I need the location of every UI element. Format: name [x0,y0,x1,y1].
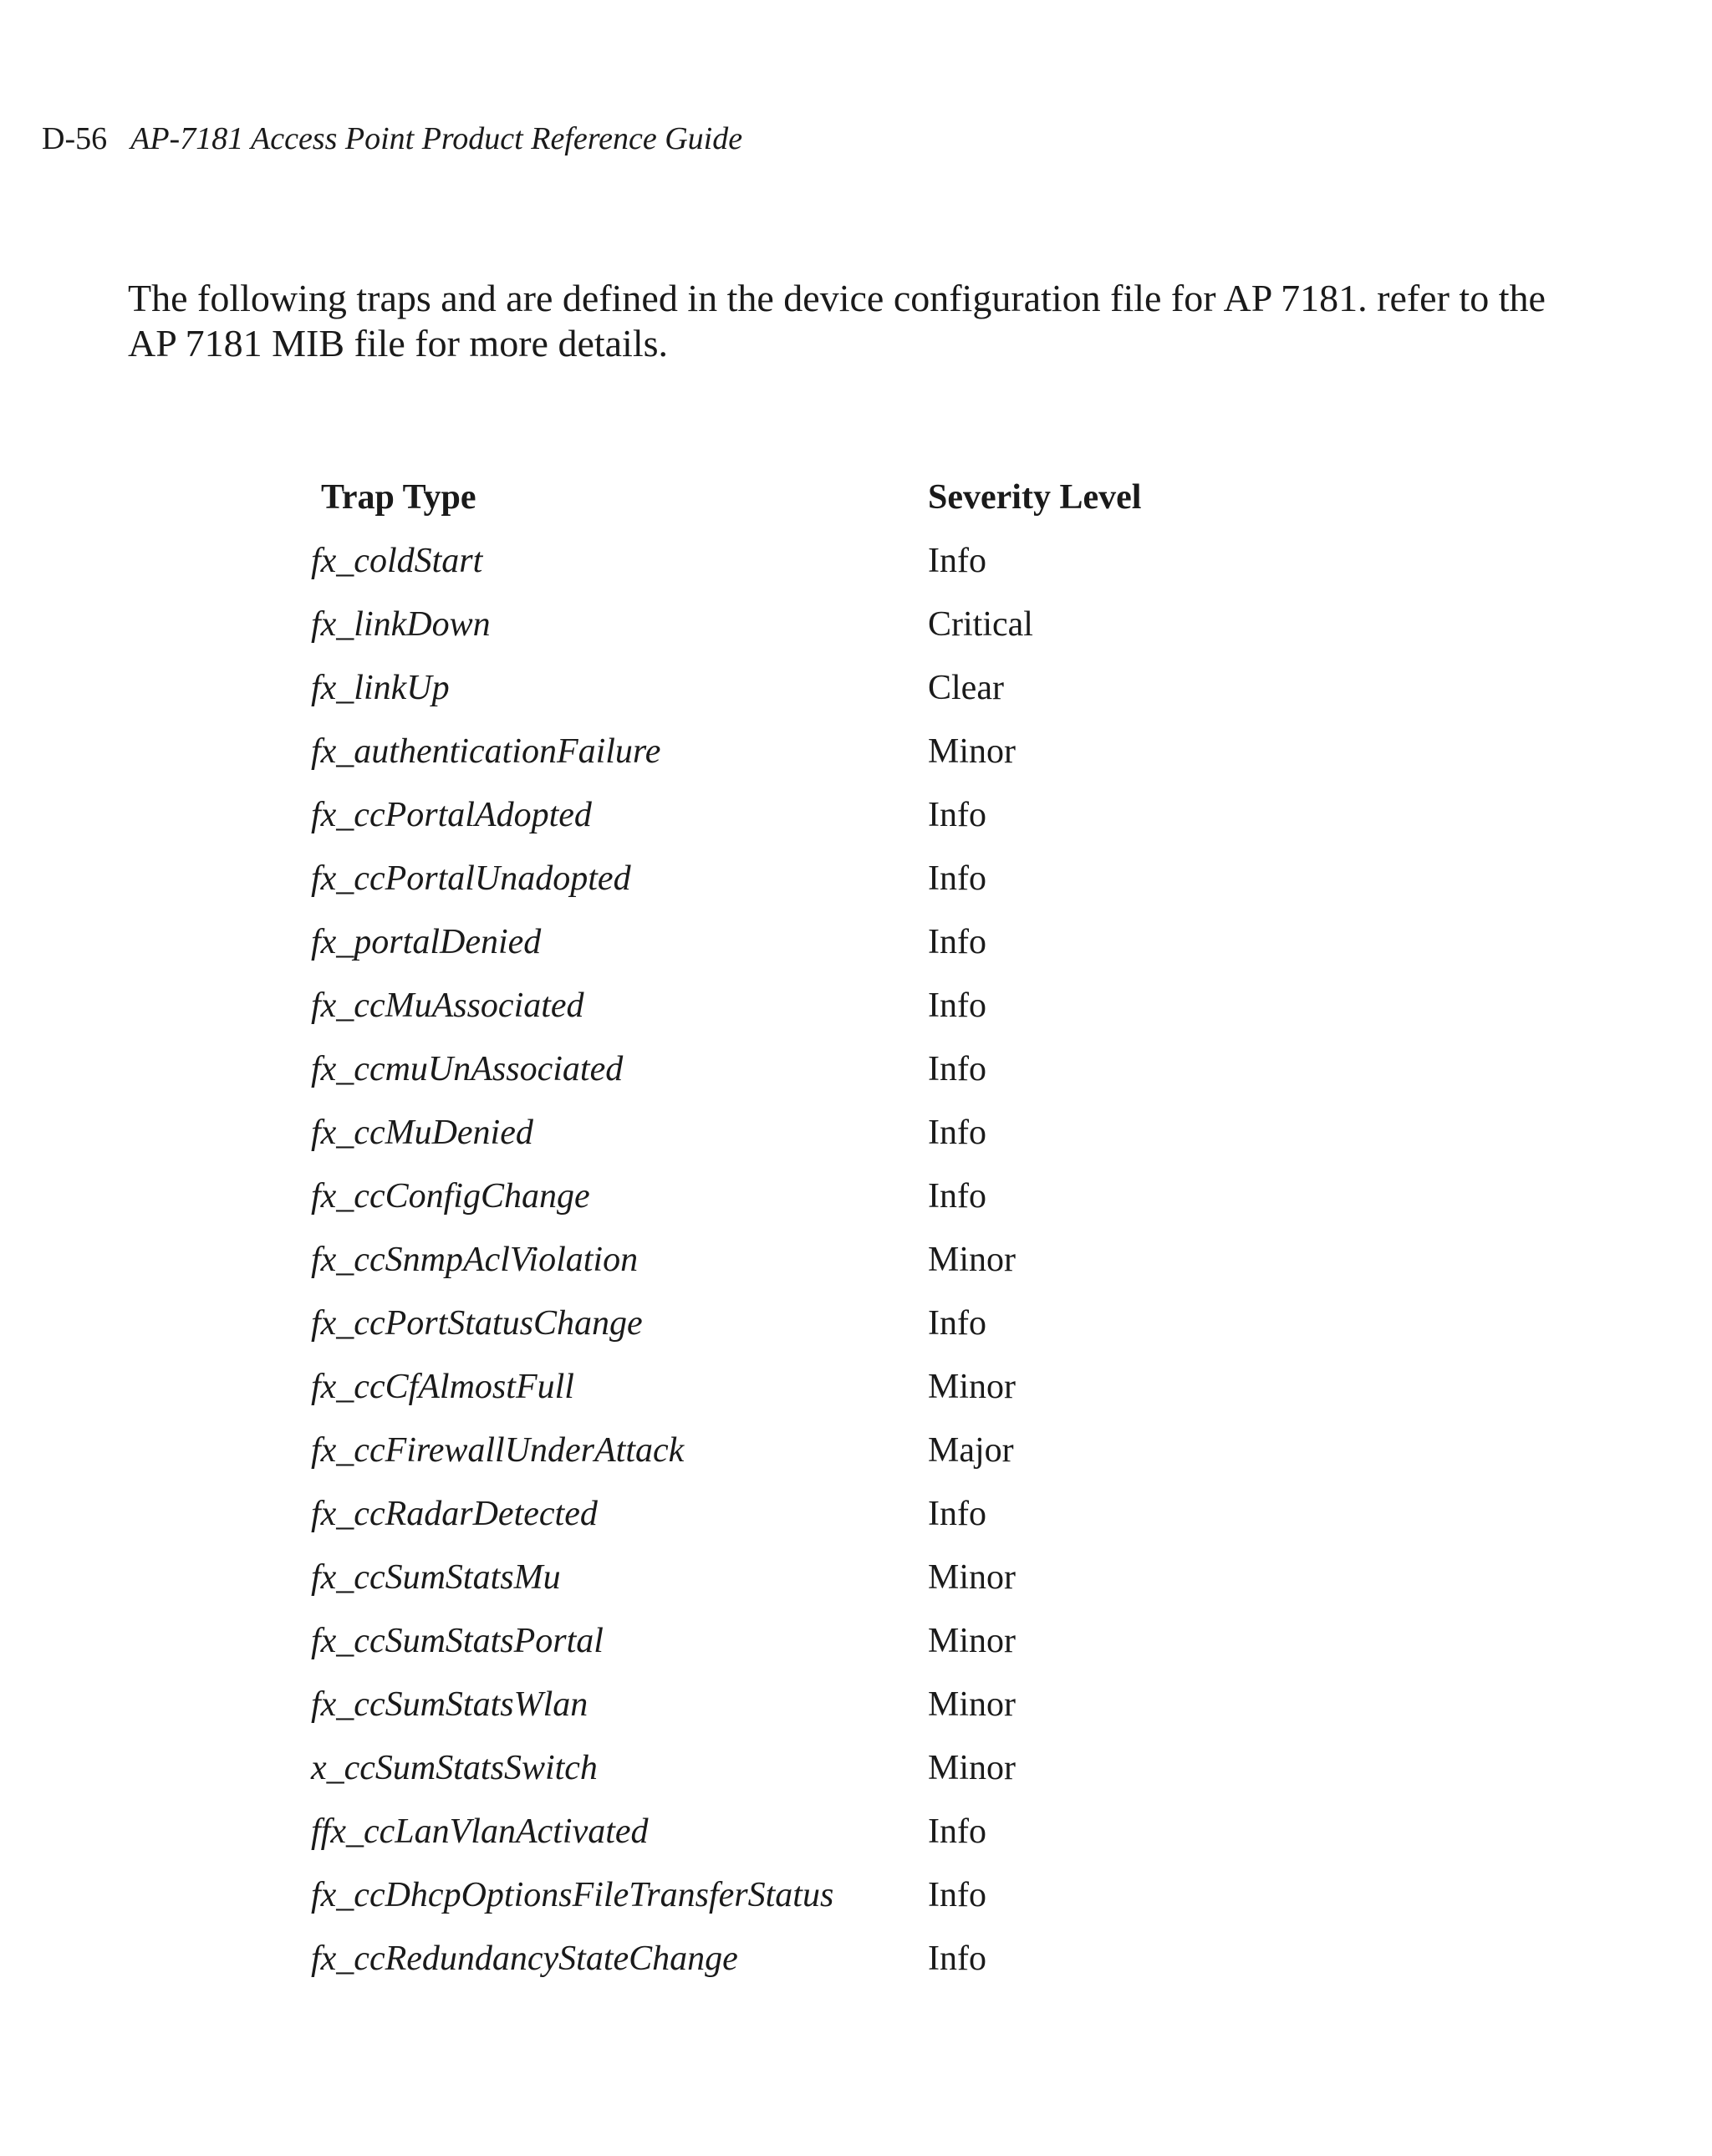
severity-level-cell: Info [928,796,986,834]
table-row [311,1037,1141,1101]
trap-type-cell: fx_ccPortalUnadopted [311,859,631,898]
page-number: D-56 [42,121,108,156]
table-row [311,910,1141,974]
severity-level-cell: Minor [928,732,1016,771]
table-row [311,1609,1141,1673]
trap-type-cell: fx_linkDown [311,605,491,644]
table-row [311,847,1141,910]
table-row [311,1228,1141,1292]
severity-level-cell: Minor [928,1685,1016,1724]
severity-level-cell: Info [928,542,986,580]
severity-level-cell: Info [928,859,986,898]
severity-level-cell: Minor [928,1241,1016,1279]
intro-paragraph: The following traps and are defined in the device configuration file for AP 7181. refer to the AP 7181 MIB file for more details. [128,277,1546,364]
severity-level-cell: Minor [928,1368,1016,1406]
trap-type-cell: fx_linkUp [311,669,450,707]
severity-level-cell: Minor [928,1558,1016,1597]
table-row [311,974,1141,1037]
trap-type-cell: fx_ccConfigChange [311,1177,590,1216]
trap-severity-table [311,466,1141,1990]
severity-level-cell: Info [928,923,986,961]
severity-level-cell: Minor [928,1749,1016,1787]
severity-level-cell: Info [928,1876,986,1914]
trap-type-cell: fx_coldStart [311,542,483,580]
severity-level-cell: Critical [928,605,1033,644]
trap-type-cell: fx_ccRedundancyStateChange [311,1939,738,1978]
table-row [311,1355,1141,1419]
severity-level-cell: Clear [928,669,1004,707]
severity-level-cell: Info [928,1050,986,1088]
severity-level-cell: Info [928,1114,986,1152]
severity-level-cell: Info [928,986,986,1025]
severity-level-cell: Info [928,1939,986,1978]
guide-title: AP-7181 Access Point Product Reference Guide [130,121,743,156]
trap-type-cell: fx_ccMuAssociated [311,986,584,1025]
table-row [311,1419,1141,1482]
table-row [311,1292,1141,1355]
trap-type-cell: fx_ccRadarDetected [311,1495,598,1533]
trap-type-cell: fx_ccFirewallUnderAttack [311,1431,685,1470]
trap-type-cell: fx_ccCfAlmostFull [311,1368,574,1406]
table-row [311,720,1141,783]
trap-type-cell: fx_ccmuUnAssociated [311,1050,624,1088]
page-header [42,117,742,161]
trap-type-cell: fx_ccMuDenied [311,1114,533,1152]
table-row [311,529,1141,593]
table-row [311,783,1141,847]
severity-level-cell: Info [928,1177,986,1216]
trap-type-cell: fx_ccSumStatsWlan [311,1685,588,1724]
severity-level-cell: Major [928,1431,1014,1470]
trap-type-cell: fx_authenticationFailure [311,732,661,771]
table-header-row [311,466,1141,529]
table-row [311,1927,1141,1990]
table-row [311,1863,1141,1927]
table-row [311,593,1141,656]
severity-level-cell: Minor [928,1622,1016,1660]
trap-type-cell: fx_ccDhcpOptionsFileTransferStatus [311,1876,834,1914]
table-row [311,1482,1141,1546]
severity-level-cell: Info [928,1495,986,1533]
column-header-severity-level: Severity Level [928,478,1142,517]
table-row [311,1736,1141,1800]
table-row [311,1546,1141,1609]
column-header-trap-type: Trap Type [321,478,476,517]
table-row [311,1165,1141,1228]
table-row [311,1800,1141,1863]
trap-type-cell: fx_ccPortalAdopted [311,796,592,834]
table-row [311,656,1141,720]
table-row [311,1101,1141,1165]
trap-type-cell: fx_ccSumStatsMu [311,1558,561,1597]
trap-type-cell: fx_ccPortStatusChange [311,1304,643,1343]
trap-type-cell: ffx_ccLanVlanActivated [311,1812,649,1851]
trap-type-cell: x_ccSumStatsSwitch [311,1749,598,1787]
trap-type-cell: fx_ccSumStatsPortal [311,1622,604,1660]
trap-type-cell: fx_ccSnmpAclViolation [311,1241,639,1279]
table-row [311,1673,1141,1736]
table-body [311,529,1141,1990]
trap-type-cell: fx_portalDenied [311,923,542,961]
severity-level-cell: Info [928,1812,986,1851]
severity-level-cell: Info [928,1304,986,1343]
